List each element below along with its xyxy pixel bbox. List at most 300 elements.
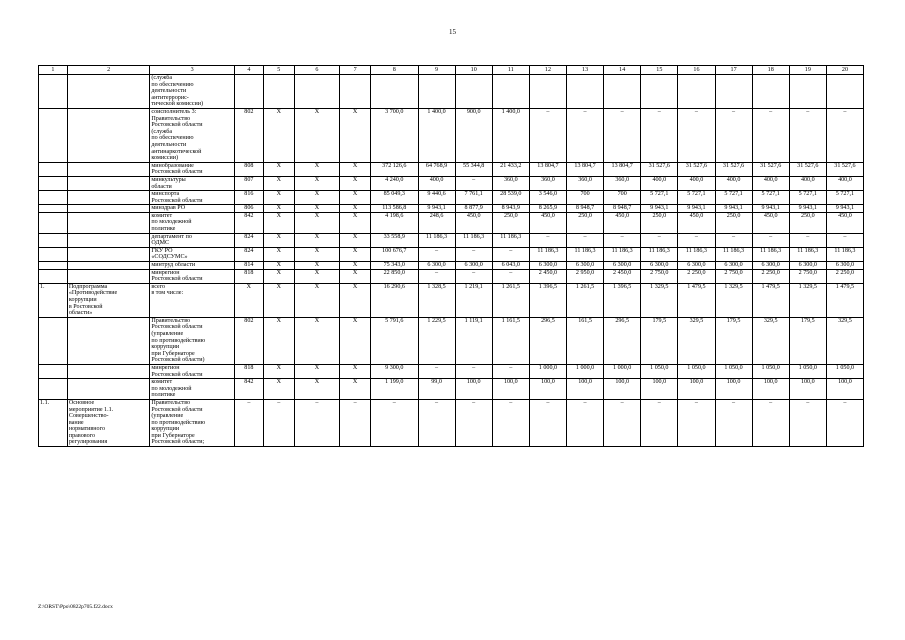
row-number-cell xyxy=(39,317,68,364)
value-cell: – xyxy=(418,247,455,261)
value-cell: 8 943,9 xyxy=(492,205,529,213)
executor-cell: всего в том числе: xyxy=(150,283,235,317)
value-cell: 9 440,6 xyxy=(418,191,455,205)
value-cell xyxy=(752,75,789,109)
value-cell: – xyxy=(789,233,826,247)
value-cell: 100,0 xyxy=(715,379,752,400)
table-row xyxy=(39,247,864,261)
value-cell: 814 xyxy=(234,262,263,270)
value-cell: X xyxy=(340,162,371,176)
budget-table xyxy=(38,65,864,447)
executor-cell: минтруд области xyxy=(150,262,235,270)
value-cell: X xyxy=(234,283,263,317)
value-cell xyxy=(604,75,641,109)
value-cell: 400,0 xyxy=(418,176,455,190)
value-cell: 113 586,8 xyxy=(371,205,418,213)
table-row xyxy=(39,75,864,109)
value-cell: 100,0 xyxy=(492,379,529,400)
value-cell: 31 527,6 xyxy=(752,162,789,176)
value-cell: X xyxy=(263,379,294,400)
value-cell: 329,5 xyxy=(752,317,789,364)
value-cell: 8 948,7 xyxy=(567,205,604,213)
value-cell: – xyxy=(455,247,492,261)
column-header: 3 xyxy=(150,66,235,75)
value-cell: X xyxy=(340,205,371,213)
column-header: 4 xyxy=(234,66,263,75)
value-cell xyxy=(641,75,678,109)
value-cell: 6 300,0 xyxy=(567,262,604,270)
value-cell: 250,0 xyxy=(715,212,752,233)
value-cell: 802 xyxy=(234,317,263,364)
executor-cell: минкультуры области xyxy=(150,176,235,190)
table-row xyxy=(39,399,864,446)
value-cell: 11 186,3 xyxy=(604,247,641,261)
program-name-cell xyxy=(67,205,150,213)
value-cell: – xyxy=(789,399,826,446)
header-row xyxy=(39,66,864,75)
value-cell: X xyxy=(294,191,339,205)
value-cell: X xyxy=(340,364,371,378)
value-cell: 250,0 xyxy=(492,212,529,233)
value-cell: – xyxy=(529,399,566,446)
value-cell: 8 948,7 xyxy=(604,205,641,213)
table-row xyxy=(39,191,864,205)
value-cell: 100,0 xyxy=(529,379,566,400)
executor-cell: соисполнитель 3: Правительство Ростовской области (служба по обеспечению деятельности антинаркотической комиссии) xyxy=(150,108,235,162)
value-cell: 100 676,7 xyxy=(371,247,418,261)
value-cell: X xyxy=(340,269,371,283)
value-cell: – xyxy=(678,108,715,162)
value-cell: X xyxy=(340,317,371,364)
row-number-cell: 1.1. xyxy=(39,399,68,446)
executor-cell: комитет по молодежной политике xyxy=(150,379,235,400)
value-cell xyxy=(263,75,294,109)
column-header: 16 xyxy=(678,66,715,75)
value-cell: 31 527,6 xyxy=(678,162,715,176)
value-cell: – xyxy=(604,108,641,162)
value-cell: 400,0 xyxy=(789,176,826,190)
value-cell: 6 300,0 xyxy=(678,262,715,270)
value-cell: 824 xyxy=(234,247,263,261)
column-header: 13 xyxy=(567,66,604,75)
value-cell: – xyxy=(826,233,863,247)
value-cell xyxy=(492,75,529,109)
value-cell: 296,5 xyxy=(529,317,566,364)
value-cell: 31 527,6 xyxy=(789,162,826,176)
value-cell: 11 186,3 xyxy=(529,247,566,261)
value-cell: 28 539,0 xyxy=(492,191,529,205)
value-cell: 11 186,3 xyxy=(678,247,715,261)
value-cell: 100,0 xyxy=(604,379,641,400)
program-name-cell xyxy=(67,108,150,162)
value-cell: 6 300,0 xyxy=(752,262,789,270)
value-cell: 8 877,9 xyxy=(455,205,492,213)
value-cell: – xyxy=(567,108,604,162)
value-cell: 250,0 xyxy=(789,212,826,233)
value-cell: 11 186,3 xyxy=(641,247,678,261)
value-cell: X xyxy=(294,364,339,378)
column-header: 8 xyxy=(371,66,418,75)
value-cell: 85 049,3 xyxy=(371,191,418,205)
program-name-cell: Подпрограмма «Противодействие коррупции в Ростовской области» xyxy=(67,283,150,317)
table-row xyxy=(39,176,864,190)
value-cell: 9 943,1 xyxy=(641,205,678,213)
value-cell: X xyxy=(263,283,294,317)
value-cell: 3 546,0 xyxy=(529,191,566,205)
value-cell: 400,0 xyxy=(826,176,863,190)
value-cell: 4 240,0 xyxy=(371,176,418,190)
value-cell: 6 300,0 xyxy=(455,262,492,270)
value-cell: X xyxy=(263,317,294,364)
value-cell: 6 300,0 xyxy=(604,262,641,270)
program-name-cell xyxy=(67,233,150,247)
value-cell: 2 950,0 xyxy=(567,269,604,283)
column-header: 17 xyxy=(715,66,752,75)
value-cell: 64 768,9 xyxy=(418,162,455,176)
value-cell: 1 050,0 xyxy=(789,364,826,378)
value-cell: 818 xyxy=(234,269,263,283)
table-row xyxy=(39,364,864,378)
value-cell: – xyxy=(455,399,492,446)
table-row xyxy=(39,162,864,176)
value-cell: 31 527,6 xyxy=(641,162,678,176)
value-cell: 360,0 xyxy=(567,176,604,190)
value-cell xyxy=(234,75,263,109)
value-cell: 360,0 xyxy=(492,176,529,190)
value-cell: X xyxy=(263,233,294,247)
value-cell: X xyxy=(263,108,294,162)
value-cell: X xyxy=(263,176,294,190)
value-cell: 13 804,7 xyxy=(529,162,566,176)
value-cell: – xyxy=(234,399,263,446)
value-cell: 11 186,3 xyxy=(789,247,826,261)
value-cell: X xyxy=(340,191,371,205)
value-cell: 9 943,1 xyxy=(715,205,752,213)
value-cell: – xyxy=(371,399,418,446)
column-header: 20 xyxy=(826,66,863,75)
value-cell: 6 300,0 xyxy=(529,262,566,270)
value-cell: 802 xyxy=(234,108,263,162)
value-cell: 5 727,1 xyxy=(641,191,678,205)
executor-cell: комитет по молодежной политике xyxy=(150,212,235,233)
value-cell: X xyxy=(294,212,339,233)
value-cell: X xyxy=(340,283,371,317)
executor-cell: (служба по обеспечению деятельности антитеррорис- тической комиссии) xyxy=(150,75,235,109)
executor-cell: департамент по ОДМС xyxy=(150,233,235,247)
row-number-cell xyxy=(39,379,68,400)
value-cell: 100,0 xyxy=(752,379,789,400)
value-cell: 1 479,5 xyxy=(826,283,863,317)
value-cell: 400,0 xyxy=(752,176,789,190)
value-cell: 1 328,5 xyxy=(418,283,455,317)
value-cell: 450,0 xyxy=(678,212,715,233)
value-cell: – xyxy=(418,364,455,378)
value-cell: 4 198,6 xyxy=(371,212,418,233)
value-cell: X xyxy=(294,283,339,317)
value-cell: – xyxy=(455,176,492,190)
table-row xyxy=(39,379,864,400)
value-cell: 1 261,5 xyxy=(567,283,604,317)
row-number-cell xyxy=(39,176,68,190)
column-header: 7 xyxy=(340,66,371,75)
value-cell: X xyxy=(263,262,294,270)
value-cell: 2 750,0 xyxy=(789,269,826,283)
table-header xyxy=(39,66,864,75)
value-cell xyxy=(715,75,752,109)
value-cell: 1 050,0 xyxy=(715,364,752,378)
value-cell: 3 700,0 xyxy=(371,108,418,162)
value-cell: 2 250,0 xyxy=(826,269,863,283)
value-cell: X xyxy=(263,364,294,378)
value-cell: X xyxy=(294,269,339,283)
value-cell: – xyxy=(294,399,339,446)
value-cell: 818 xyxy=(234,364,263,378)
value-cell: 450,0 xyxy=(604,212,641,233)
program-name-cell xyxy=(67,269,150,283)
executor-cell: минрегион Ростовской области xyxy=(150,364,235,378)
value-cell: – xyxy=(789,108,826,162)
table-row xyxy=(39,108,864,162)
value-cell: – xyxy=(263,399,294,446)
value-cell: X xyxy=(294,108,339,162)
value-cell: X xyxy=(263,162,294,176)
table-row xyxy=(39,269,864,283)
value-cell: 9 943,1 xyxy=(678,205,715,213)
value-cell: 100,0 xyxy=(567,379,604,400)
program-name-cell xyxy=(67,247,150,261)
executor-cell: минспорта Ростовской области xyxy=(150,191,235,205)
value-cell: 21 433,2 xyxy=(492,162,529,176)
value-cell: 5 727,1 xyxy=(752,191,789,205)
value-cell: 11 186,3 xyxy=(715,247,752,261)
value-cell: X xyxy=(294,176,339,190)
column-header: 18 xyxy=(752,66,789,75)
value-cell: – xyxy=(455,269,492,283)
executor-cell: Правительство Ростовской области (управление по противодействию коррупции при Губернаторе Ростовской области) xyxy=(150,317,235,364)
program-name-cell xyxy=(67,364,150,378)
value-cell: 9 943,1 xyxy=(789,205,826,213)
table-row xyxy=(39,262,864,270)
value-cell: 100,0 xyxy=(826,379,863,400)
value-cell: 5 727,1 xyxy=(715,191,752,205)
value-cell: 9 943,1 xyxy=(826,205,863,213)
value-cell: 1 479,5 xyxy=(752,283,789,317)
value-cell: X xyxy=(340,262,371,270)
value-cell: 6 300,0 xyxy=(418,262,455,270)
row-number-cell xyxy=(39,247,68,261)
value-cell: 100,0 xyxy=(678,379,715,400)
value-cell: – xyxy=(826,399,863,446)
value-cell: 2 450,0 xyxy=(529,269,566,283)
table-row xyxy=(39,212,864,233)
value-cell: 329,5 xyxy=(826,317,863,364)
row-number-cell xyxy=(39,75,68,109)
table-row xyxy=(39,283,864,317)
value-cell: 6 300,0 xyxy=(789,262,826,270)
value-cell: 807 xyxy=(234,176,263,190)
program-name-cell xyxy=(67,75,150,109)
value-cell: 1 050,0 xyxy=(752,364,789,378)
value-cell: – xyxy=(340,399,371,446)
value-cell xyxy=(826,75,863,109)
value-cell: 296,5 xyxy=(604,317,641,364)
value-cell: – xyxy=(641,108,678,162)
value-cell: 100,0 xyxy=(455,379,492,400)
value-cell: – xyxy=(492,247,529,261)
value-cell: 360,0 xyxy=(604,176,641,190)
value-cell: 11 186,3 xyxy=(826,247,863,261)
value-cell: 700 xyxy=(567,191,604,205)
value-cell: 161,5 xyxy=(567,317,604,364)
value-cell: 6 300,0 xyxy=(715,262,752,270)
executor-cell: минобразование Ростовской области xyxy=(150,162,235,176)
executor-cell: минрегион Ростовской области xyxy=(150,269,235,283)
value-cell: – xyxy=(752,233,789,247)
value-cell: 400,0 xyxy=(641,176,678,190)
column-header: 11 xyxy=(492,66,529,75)
value-cell: 11 186,3 xyxy=(752,247,789,261)
row-number-cell xyxy=(39,212,68,233)
value-cell: 7 761,1 xyxy=(455,191,492,205)
value-cell: 1 400,0 xyxy=(492,108,529,162)
value-cell: 700 xyxy=(604,191,641,205)
value-cell: 1 000,0 xyxy=(529,364,566,378)
value-cell xyxy=(340,75,371,109)
value-cell xyxy=(418,75,455,109)
value-cell: – xyxy=(529,108,566,162)
value-cell: – xyxy=(641,233,678,247)
value-cell xyxy=(789,75,826,109)
value-cell: 2 750,0 xyxy=(641,269,678,283)
value-cell: – xyxy=(418,269,455,283)
value-cell: 824 xyxy=(234,233,263,247)
value-cell: 360,0 xyxy=(529,176,566,190)
row-number-cell xyxy=(39,233,68,247)
value-cell: 179,5 xyxy=(641,317,678,364)
program-name-cell xyxy=(67,162,150,176)
value-cell: X xyxy=(340,176,371,190)
value-cell: X xyxy=(340,108,371,162)
value-cell: 1 161,5 xyxy=(492,317,529,364)
value-cell: 1 261,5 xyxy=(492,283,529,317)
executor-cell: Правительство Ростовской области (управление по противодействию коррупции при Губернаторе Ростовской области; xyxy=(150,399,235,446)
value-cell: 372 126,6 xyxy=(371,162,418,176)
value-cell: – xyxy=(492,269,529,283)
value-cell: 9 943,1 xyxy=(752,205,789,213)
value-cell xyxy=(455,75,492,109)
value-cell: 1 329,5 xyxy=(789,283,826,317)
value-cell: 31 527,6 xyxy=(826,162,863,176)
value-cell: X xyxy=(340,379,371,400)
column-header: 1 xyxy=(39,66,68,75)
value-cell: 450,0 xyxy=(455,212,492,233)
row-number-cell xyxy=(39,269,68,283)
program-name-cell xyxy=(67,317,150,364)
program-name-cell xyxy=(67,191,150,205)
value-cell: 248,6 xyxy=(418,212,455,233)
value-cell: 11 186,3 xyxy=(418,233,455,247)
row-number-cell xyxy=(39,262,68,270)
value-cell: 8 265,9 xyxy=(529,205,566,213)
column-header: 9 xyxy=(418,66,455,75)
value-cell: X xyxy=(263,247,294,261)
value-cell: X xyxy=(294,247,339,261)
value-cell: 1 119,1 xyxy=(455,317,492,364)
value-cell: 2 250,0 xyxy=(678,269,715,283)
column-header: 15 xyxy=(641,66,678,75)
value-cell: 1 050,0 xyxy=(678,364,715,378)
value-cell: X xyxy=(340,212,371,233)
table-row xyxy=(39,205,864,213)
value-cell: 1 050,0 xyxy=(641,364,678,378)
value-cell: 250,0 xyxy=(641,212,678,233)
value-cell: 16 290,6 xyxy=(371,283,418,317)
value-cell: – xyxy=(492,364,529,378)
value-cell: 450,0 xyxy=(826,212,863,233)
value-cell: 6 300,0 xyxy=(826,262,863,270)
value-cell: – xyxy=(418,399,455,446)
value-cell: 1 479,5 xyxy=(678,283,715,317)
value-cell: 5 727,1 xyxy=(789,191,826,205)
value-cell: 100,0 xyxy=(789,379,826,400)
value-cell: X xyxy=(340,233,371,247)
value-cell: X xyxy=(294,262,339,270)
page-number: 15 xyxy=(449,28,456,36)
value-cell: 6 043,0 xyxy=(492,262,529,270)
value-cell: 1 329,5 xyxy=(641,283,678,317)
column-header: 12 xyxy=(529,66,566,75)
program-name-cell: Основное мероприятие 1.1. Совершенство- вание нормативного правового регулирования xyxy=(67,399,150,446)
value-cell: 816 xyxy=(234,191,263,205)
column-header: 6 xyxy=(294,66,339,75)
row-number-cell xyxy=(39,108,68,162)
value-cell: 1 229,5 xyxy=(418,317,455,364)
value-cell: 9 943,1 xyxy=(418,205,455,213)
value-cell: 2 450,0 xyxy=(604,269,641,283)
value-cell: 13 804,7 xyxy=(567,162,604,176)
value-cell: – xyxy=(678,399,715,446)
value-cell: 11 186,3 xyxy=(567,247,604,261)
value-cell: 31 527,6 xyxy=(715,162,752,176)
column-header: 14 xyxy=(604,66,641,75)
value-cell: X xyxy=(340,247,371,261)
value-cell: – xyxy=(529,233,566,247)
value-cell: – xyxy=(641,399,678,446)
value-cell: 329,5 xyxy=(678,317,715,364)
value-cell: 250,0 xyxy=(567,212,604,233)
value-cell: 9 300,0 xyxy=(371,364,418,378)
value-cell: 2 250,0 xyxy=(752,269,789,283)
executor-cell: ГКУ РО «СОДСУМС» xyxy=(150,247,235,261)
value-cell: X xyxy=(294,379,339,400)
value-cell: 1 219,1 xyxy=(455,283,492,317)
program-name-cell xyxy=(67,212,150,233)
value-cell: – xyxy=(715,399,752,446)
value-cell: – xyxy=(567,399,604,446)
value-cell: 22 850,0 xyxy=(371,269,418,283)
value-cell: 179,5 xyxy=(715,317,752,364)
value-cell: 99,0 xyxy=(418,379,455,400)
value-cell: 179,5 xyxy=(789,317,826,364)
value-cell: 13 804,7 xyxy=(604,162,641,176)
row-number-cell xyxy=(39,364,68,378)
value-cell: 1 050,0 xyxy=(826,364,863,378)
value-cell: 450,0 xyxy=(752,212,789,233)
value-cell xyxy=(529,75,566,109)
value-cell: 11 186,3 xyxy=(455,233,492,247)
value-cell: 5 727,1 xyxy=(678,191,715,205)
value-cell: – xyxy=(715,233,752,247)
